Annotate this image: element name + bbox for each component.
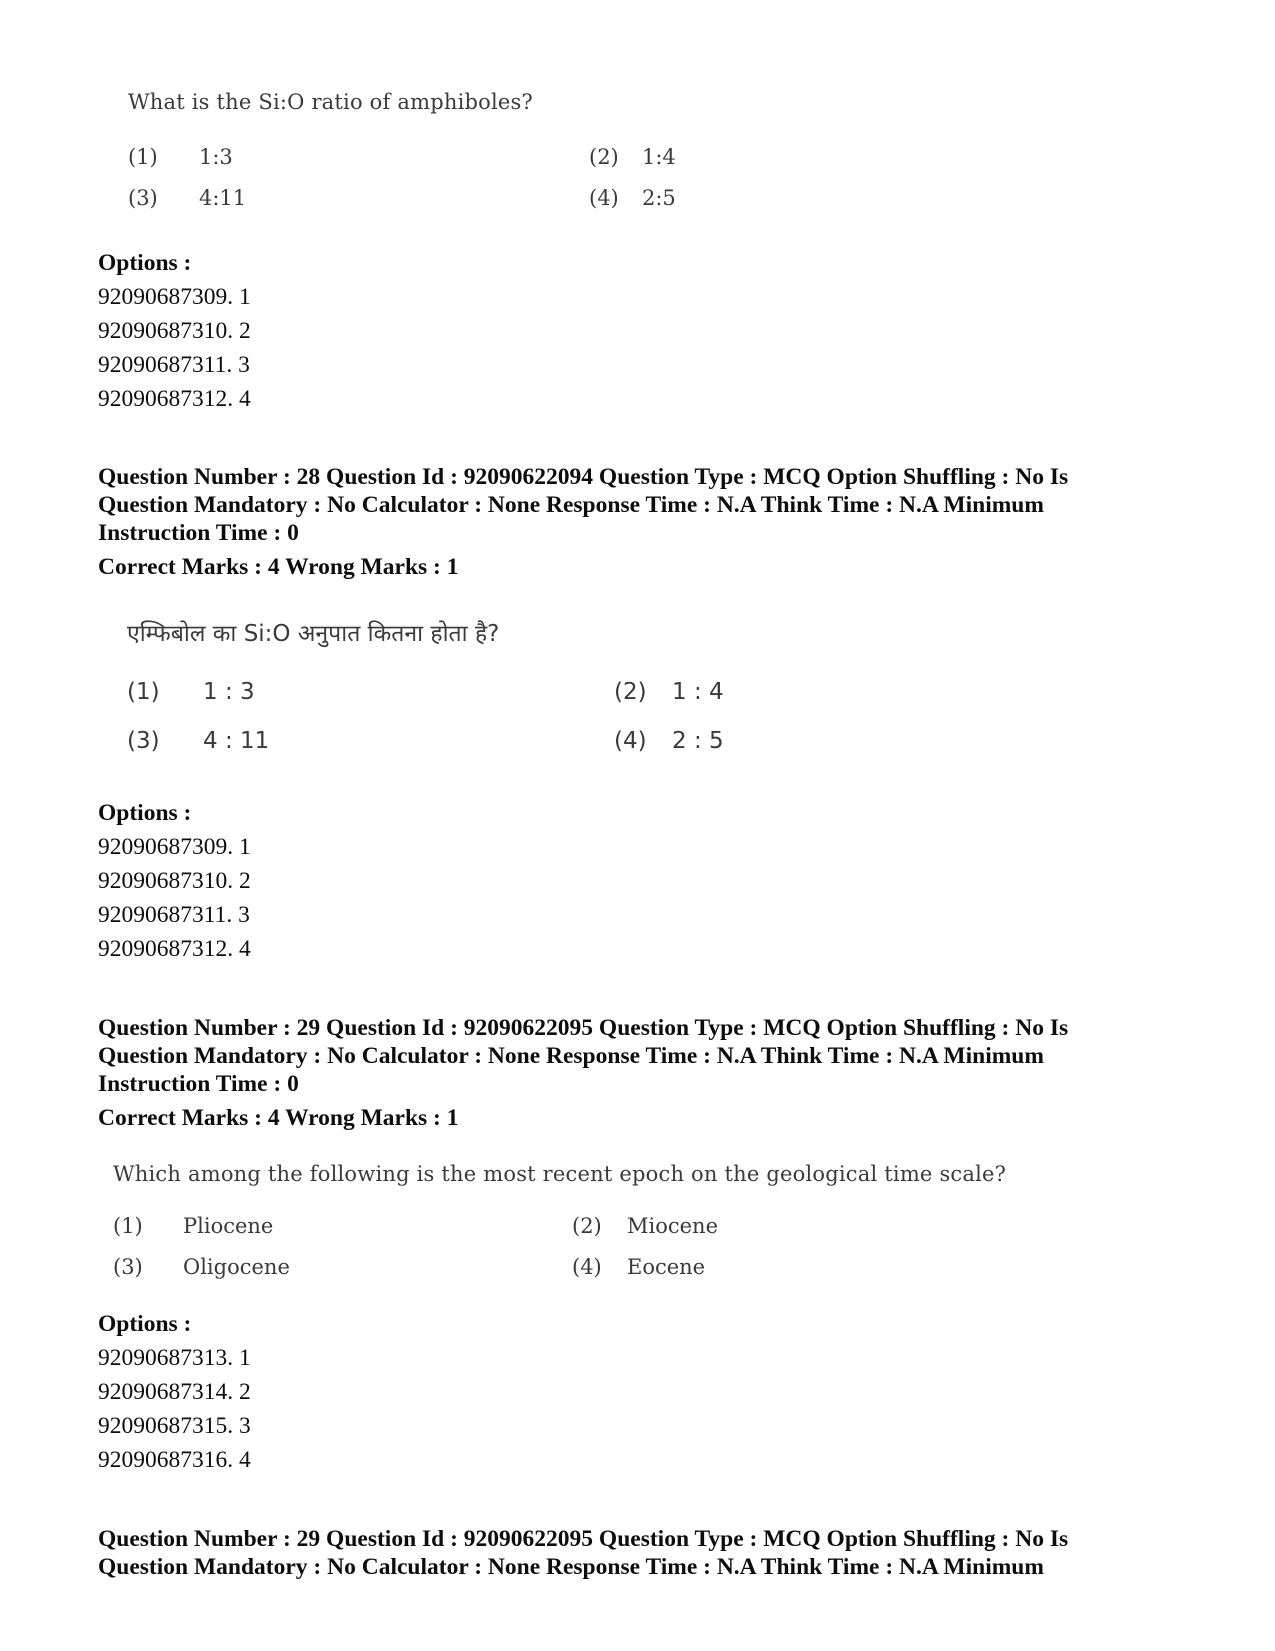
option-line: 92090687309. 1 [98, 834, 251, 860]
option-line: 92090687314. 2 [98, 1379, 251, 1405]
choice-value: 1 : 3 [203, 679, 255, 705]
choice-value: 2 : 5 [672, 728, 724, 754]
options-heading: Options : [98, 250, 192, 276]
choice-value: 1 : 4 [672, 679, 724, 705]
option-line: 92090687310. 2 [98, 318, 251, 344]
choice-value: Miocene [627, 1214, 719, 1238]
choice-number: (2) [614, 679, 647, 705]
choice-number: (3) [127, 728, 160, 754]
option-line: 92090687311. 3 [98, 902, 250, 928]
option-line: 92090687309. 1 [98, 284, 251, 310]
choice-number: (4) [589, 186, 619, 210]
choice-value: 1:4 [642, 145, 676, 169]
option-line: 92090687312. 4 [98, 936, 251, 962]
option-line: 92090687312. 4 [98, 386, 251, 412]
question-meta-line: Question Mandatory : No Calculator : None Response Time : N.A Think Time : N.A Minimum [98, 492, 1044, 518]
choice-number: (3) [128, 186, 158, 210]
marks-line: Correct Marks : 4 Wrong Marks : 1 [98, 554, 459, 580]
choice-value: Pliocene [183, 1214, 274, 1238]
question-meta-line: Question Number : 29 Question Id : 92090622095 Question Type : MCQ Option Shuffling : No Is [98, 1015, 1069, 1041]
choice-value: 2:5 [642, 186, 676, 210]
choice-number: (3) [113, 1255, 143, 1279]
choice-value: 4 : 11 [203, 728, 270, 754]
question-meta-line: Instruction Time : 0 [98, 520, 299, 546]
option-line: 92090687311. 3 [98, 352, 250, 378]
option-line: 92090687310. 2 [98, 868, 251, 894]
marks-line: Correct Marks : 4 Wrong Marks : 1 [98, 1105, 459, 1131]
options-heading: Options : [98, 1311, 192, 1337]
option-line: 92090687313. 1 [98, 1345, 251, 1371]
choice-value: Oligocene [183, 1255, 290, 1279]
choice-number: (1) [128, 145, 158, 169]
choice-value: 4:11 [199, 186, 247, 210]
choice-value: Eocene [627, 1255, 706, 1279]
choice-number: (2) [572, 1214, 602, 1238]
question-text: एम्फिबोल का Si:O अनुपात कितना होता है? [127, 621, 500, 647]
question-meta-line: Instruction Time : 0 [98, 1071, 299, 1097]
choice-number: (2) [589, 145, 619, 169]
choice-number: (1) [113, 1214, 143, 1238]
option-line: 92090687315. 3 [98, 1413, 251, 1439]
question-meta-line: Question Mandatory : No Calculator : None Response Time : N.A Think Time : N.A Minimum [98, 1554, 1044, 1580]
question-meta-line: Question Mandatory : No Calculator : None Response Time : N.A Think Time : N.A Minimum [98, 1043, 1044, 1069]
choice-value: 1:3 [199, 145, 233, 169]
question-text: Which among the following is the most recent epoch on the geological time scale? [113, 1162, 1007, 1186]
question-text: What is the Si:O ratio of amphiboles? [128, 90, 533, 114]
choice-number: (4) [572, 1255, 602, 1279]
choice-number: (1) [127, 679, 160, 705]
choice-number: (4) [614, 728, 647, 754]
question-meta-line: Question Number : 29 Question Id : 92090622095 Question Type : MCQ Option Shuffling : No Is [98, 1526, 1069, 1552]
options-heading: Options : [98, 800, 192, 826]
question-meta-line: Question Number : 28 Question Id : 92090622094 Question Type : MCQ Option Shuffling : No Is [98, 464, 1069, 490]
option-line: 92090687316. 4 [98, 1447, 251, 1473]
